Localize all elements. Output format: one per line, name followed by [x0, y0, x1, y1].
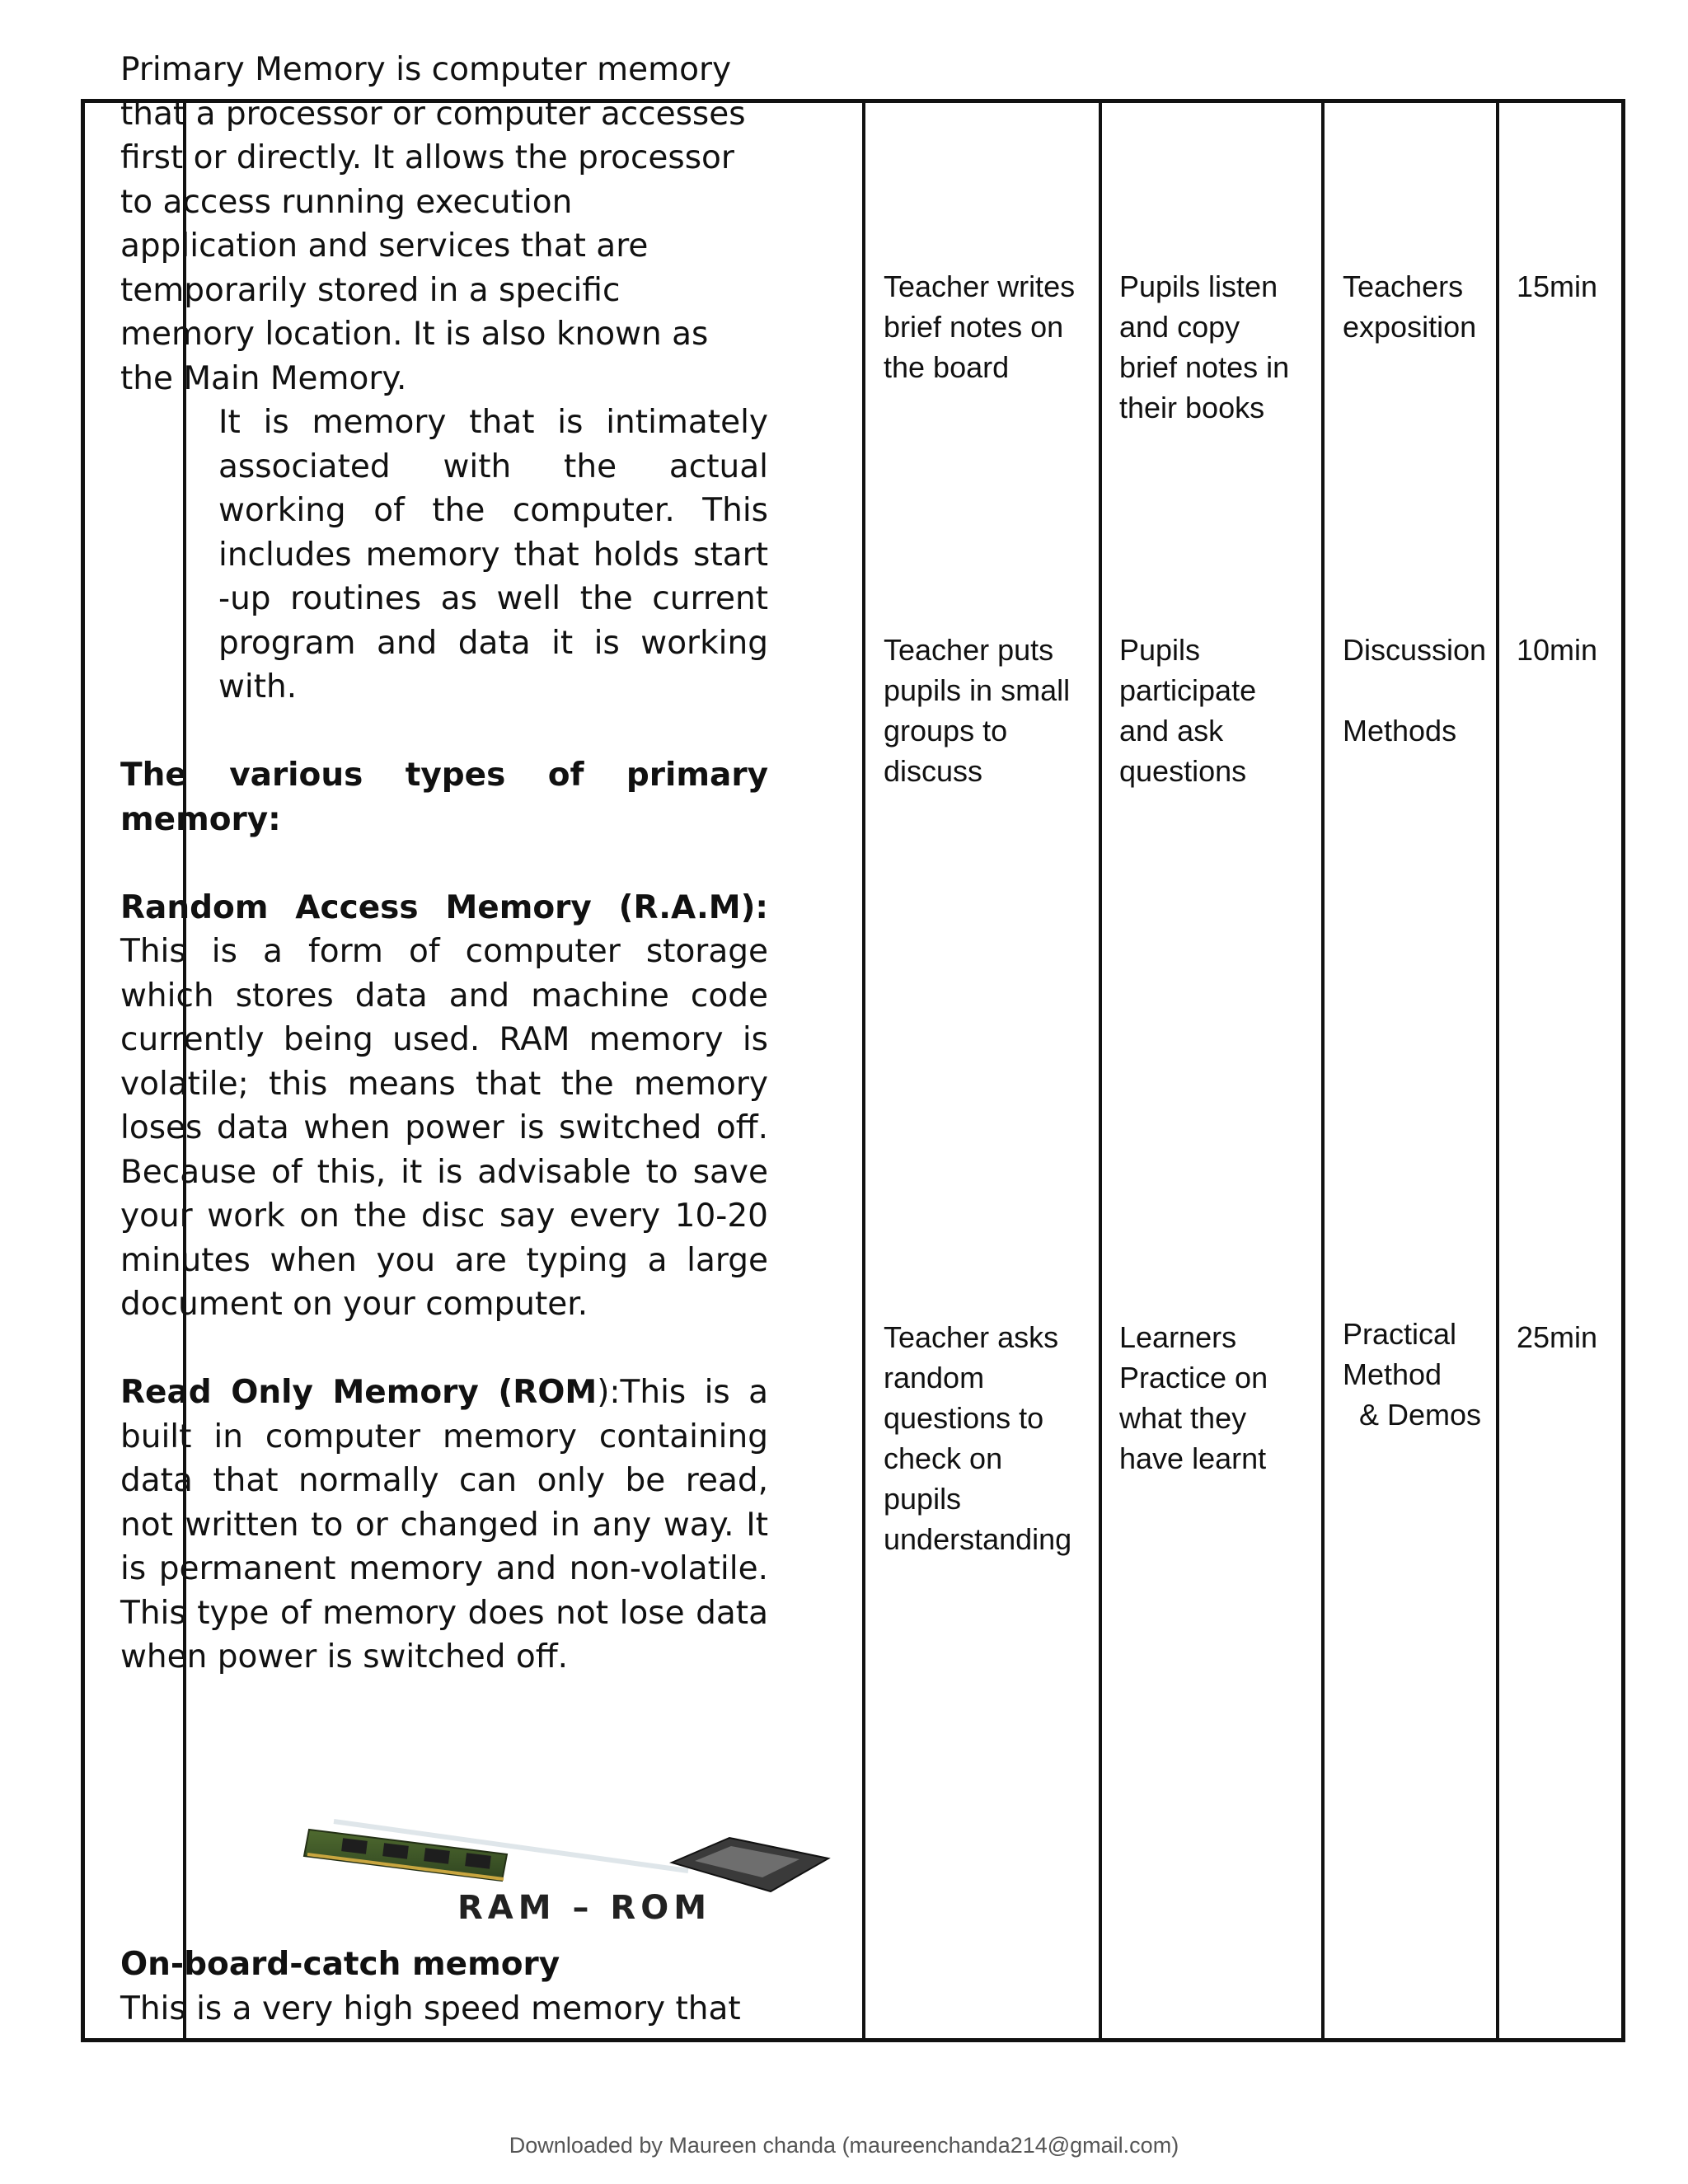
method-3: [1343, 1314, 1481, 1435]
cell-line: Pupils listen: [1119, 269, 1278, 303]
ram-heading: Random Access Memory (R.A.M):: [120, 888, 768, 926]
indented-paragraph: It is memory that is intimately associated with the actual working of the computer. This includes memory that holds start -up routines as well the current program and data it is working with.: [218, 404, 768, 705]
cell-line: and copy: [1119, 310, 1240, 344]
cell-line: Practice on: [1119, 1361, 1268, 1394]
column-divider: [862, 103, 865, 2038]
cell-line: groups to: [884, 714, 1008, 748]
time-2: 10min: [1517, 633, 1598, 667]
cell-line: brief notes in: [1119, 350, 1290, 384]
cell-line: discuss: [884, 754, 983, 788]
types-heading: The various types of primary memory:: [120, 757, 768, 838]
ram-paragraph: [120, 886, 768, 1327]
cell-line: Method: [1343, 1357, 1442, 1391]
cell-line: Practical: [1343, 1317, 1457, 1351]
cell-line: Teacher puts: [884, 633, 1054, 667]
cell-line: their books: [1119, 391, 1265, 424]
cache-text: This is a very high speed memory that: [120, 1990, 741, 2027]
cell-line: check on: [884, 1441, 1003, 1475]
cell-line: and ask: [1119, 714, 1224, 748]
column-divider: [1099, 103, 1102, 2038]
cell-line: & Demos: [1343, 1398, 1482, 1432]
method-1: [1343, 266, 1476, 347]
intro-paragraph: [120, 48, 768, 401]
cell-line: Teacher asks: [884, 1320, 1059, 1354]
pupil-activity-2: [1119, 630, 1256, 791]
ram-rom-label: RAM – ROM: [457, 1889, 712, 1927]
cell-line: [1343, 670, 1486, 710]
cell-line: what they: [1119, 1401, 1247, 1435]
ram-rom-image: [301, 1813, 837, 1929]
intro-line: application and services that are: [120, 227, 649, 265]
intro-line: memory location. It is also known as: [120, 316, 709, 353]
cell-line: exposition: [1343, 310, 1477, 344]
intro-line: to access running execution: [120, 183, 573, 221]
column-divider: [1321, 103, 1325, 2038]
cell-line: the board: [884, 350, 1010, 384]
cell-line: pupils: [884, 1482, 962, 1516]
cell-line: have learnt: [1119, 1441, 1267, 1475]
cache-heading: On-board-catch memory: [120, 1946, 560, 1983]
rom-text: ):This is a built in computer memory containing data that normally can only be read, not written to or changed in any way. It is permanent memory and non-volatile. This type of memory does not lose data when power is switched off.: [120, 1374, 768, 1675]
cell-line: participate: [1119, 673, 1257, 707]
cache-section: [120, 1943, 768, 2031]
teacher-activity-2: [884, 630, 1070, 791]
content-column: [120, 48, 768, 1680]
cell-line: questions: [1119, 754, 1247, 788]
cell-line: brief notes on: [884, 310, 1064, 344]
cell-line: Teachers: [1343, 269, 1464, 303]
ram-text: This is a form of computer storage which stores data and machine code currently being used. RAM memory is volatile; this means that the memory loses data when power is switched off. Because of this, it is advisable to save your work on the disc say every 10-20 minutes when you are typing a large document on your computer.: [120, 933, 768, 1323]
time-3: 25min: [1517, 1320, 1598, 1354]
intro-line: temporarily stored in a specific: [120, 271, 621, 309]
pupil-activity-3: [1119, 1317, 1268, 1479]
rom-paragraph: [120, 1371, 768, 1680]
time-1: 15min: [1517, 269, 1598, 303]
intro-line: that a processor or computer accesses: [120, 95, 746, 133]
teacher-activity-1: [884, 266, 1075, 387]
cell-line: Pupils: [1119, 633, 1201, 667]
pupil-activity-1: [1119, 266, 1289, 428]
cell-line: questions to: [884, 1401, 1044, 1435]
cell-line: Teacher writes: [884, 269, 1076, 303]
method-2: [1343, 630, 1486, 751]
intro-line: first or directly. It allows the processor: [120, 139, 734, 176]
cell-line: Learners: [1119, 1320, 1237, 1354]
rom-heading: Read Only Memory (ROM: [120, 1374, 598, 1411]
cell-line: pupils in small: [884, 673, 1071, 707]
cell-line: understanding: [884, 1522, 1072, 1556]
intro-line: the Main Memory.: [120, 359, 407, 397]
cell-line: random: [884, 1361, 985, 1394]
column-divider: [1496, 103, 1499, 2038]
teacher-activity-3: [884, 1317, 1071, 1559]
download-footer: Downloaded by Maureen chanda (maureenchanda214@gmail.com): [509, 2133, 1179, 2158]
cell-line: Discussion: [1343, 633, 1487, 667]
intro-line: Primary Memory is computer memory: [120, 51, 732, 88]
cell-line: Methods: [1343, 714, 1457, 748]
